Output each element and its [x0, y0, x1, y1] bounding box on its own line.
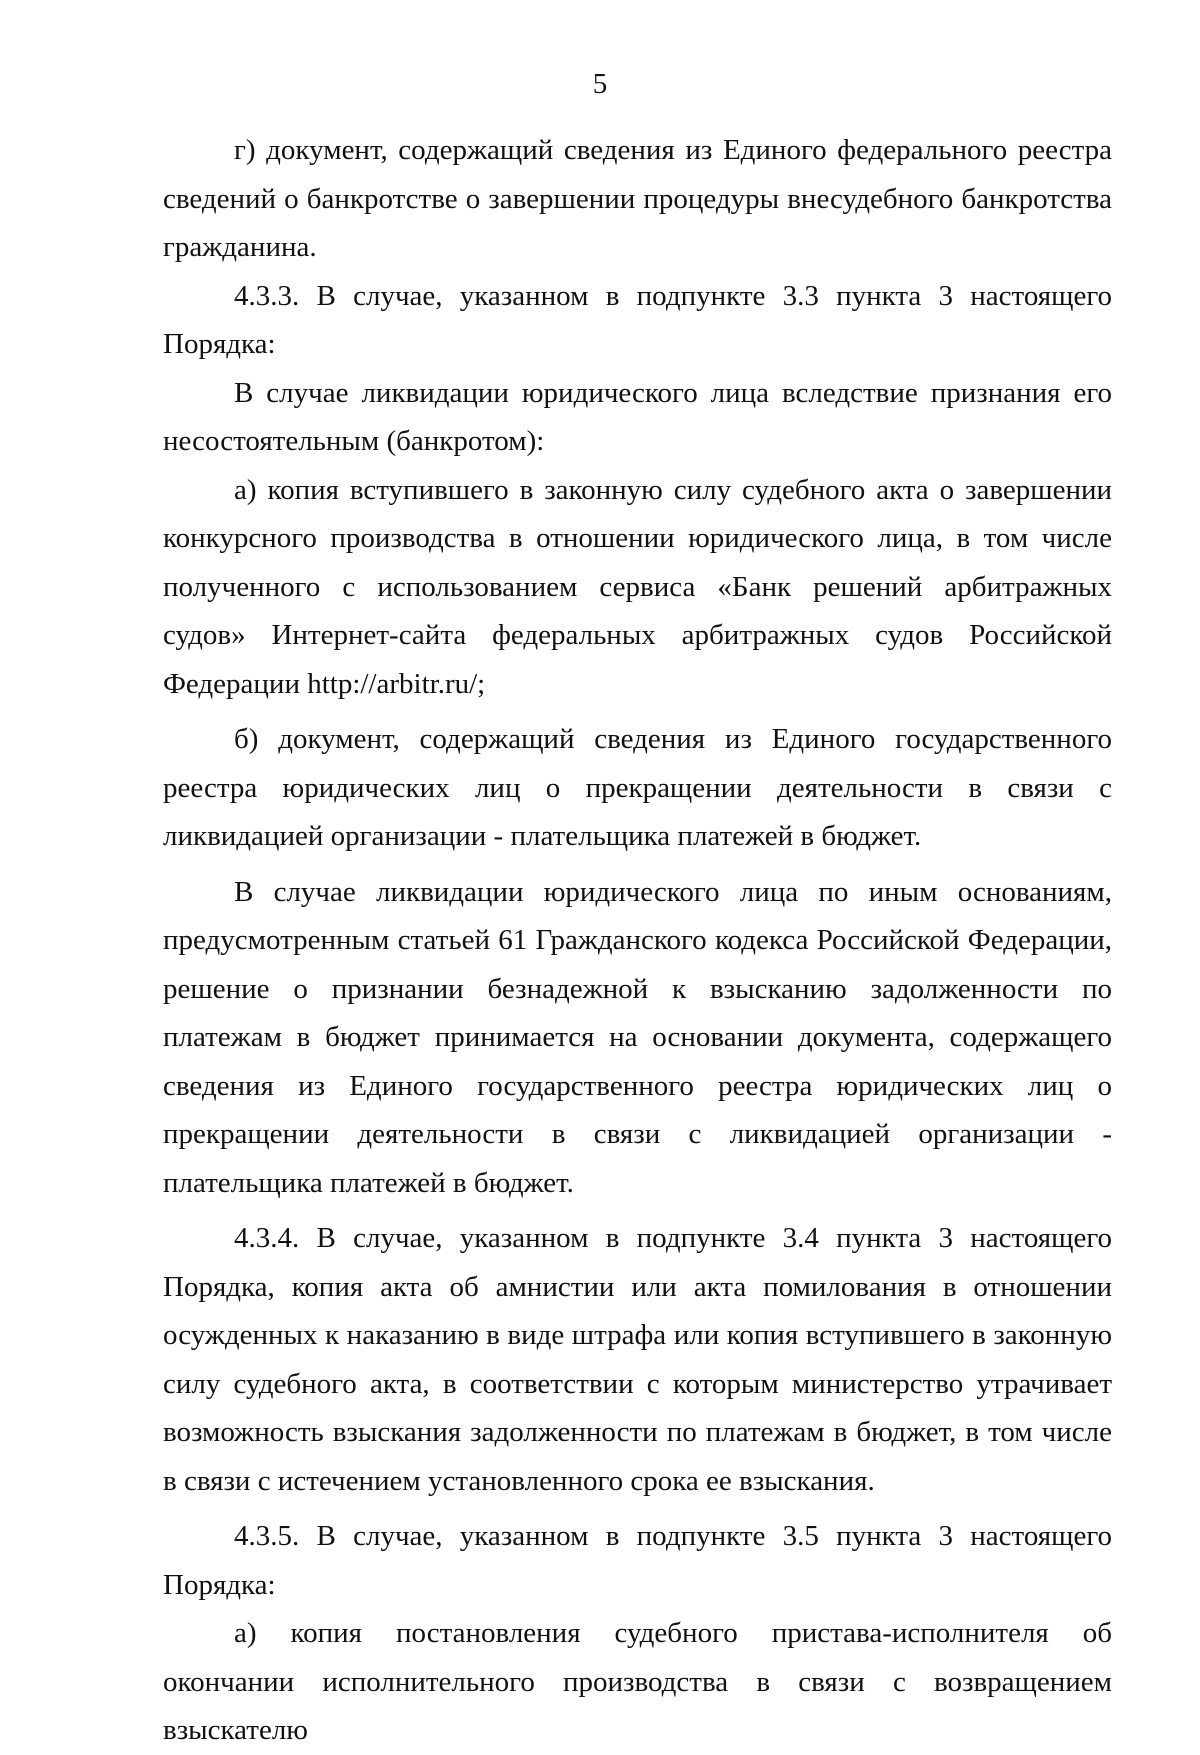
paragraph-liquidation-insolvency: В случае ликвидации юридического лица вследствие признания его несостоятельным (банкротом): [163, 376, 1112, 457]
paragraph-liquidation-other-grounds: В случае ликвидации юридического лица по иным основаниям, предусмотренным статьей 61 Гражданского кодекса Российской Федерации, решение о признании безнадежной к взысканию задолженности по платежам в бюджет принимается на основании документа, содержащего сведения из Единого государственного реестра юридических лиц о прекращении деятельности в связи с ликвидацией организации - плательщика платежей в бюджет. [163, 875, 1112, 1199]
paragraph-a-bailiff-resolution: а) копия постановления судебного пристава-исполнителя об окончании исполнительного производства в связи с возвращением взыскателю [163, 1617, 1112, 1746]
page-number: 5 [592, 68, 608, 100]
paragraph-4-3-4: 4.3.4. В случае, указанном в подпункте 3.4 пункта 3 настоящего Порядка, копия акта об амнистии или акта помилования в отношении осужденных к наказанию в виде штрафа или копия вступившего в законную силу судебного акта, в соответствии с которым министерство утрачивает возможность взыскания задолженности по платежам в бюджет, в том числе в связи с истечением установленного срока ее взыскания. [163, 1222, 1112, 1497]
paragraph-4-3-5: 4.3.5. В случае, указанном в подпункте 3.5 пункта 3 настоящего Порядка: [163, 1520, 1112, 1601]
paragraph-g-unified-bankruptcy-register: г) документ, содержащий сведения из Единого федерального реестра сведений о банкротстве о завершении процедуры внесудебного банкротства гражданина. [163, 134, 1112, 263]
document-body [163, 126, 1112, 1755]
paragraph-b-state-register-document: б) документ, содержащий сведения из Единого государственного реестра юридических лиц о прекращении деятельности в связи с ликвидацией организации - плательщика платежей в бюджет. [163, 723, 1112, 852]
paragraph-4-3-3: 4.3.3. В случае, указанном в подпункте 3.3 пункта 3 настоящего Порядка: [163, 279, 1112, 360]
paragraph-a-court-act-copy: а) копия вступившего в законную силу судебного акта о завершении конкурсного производства в отношении юридического лица, в том числе полученного с использованием сервиса «Банк решений арбитражных судов» Интернет-сайта федеральных арбитражных судов Российской Федерации http://arbitr.ru/; [163, 473, 1112, 700]
